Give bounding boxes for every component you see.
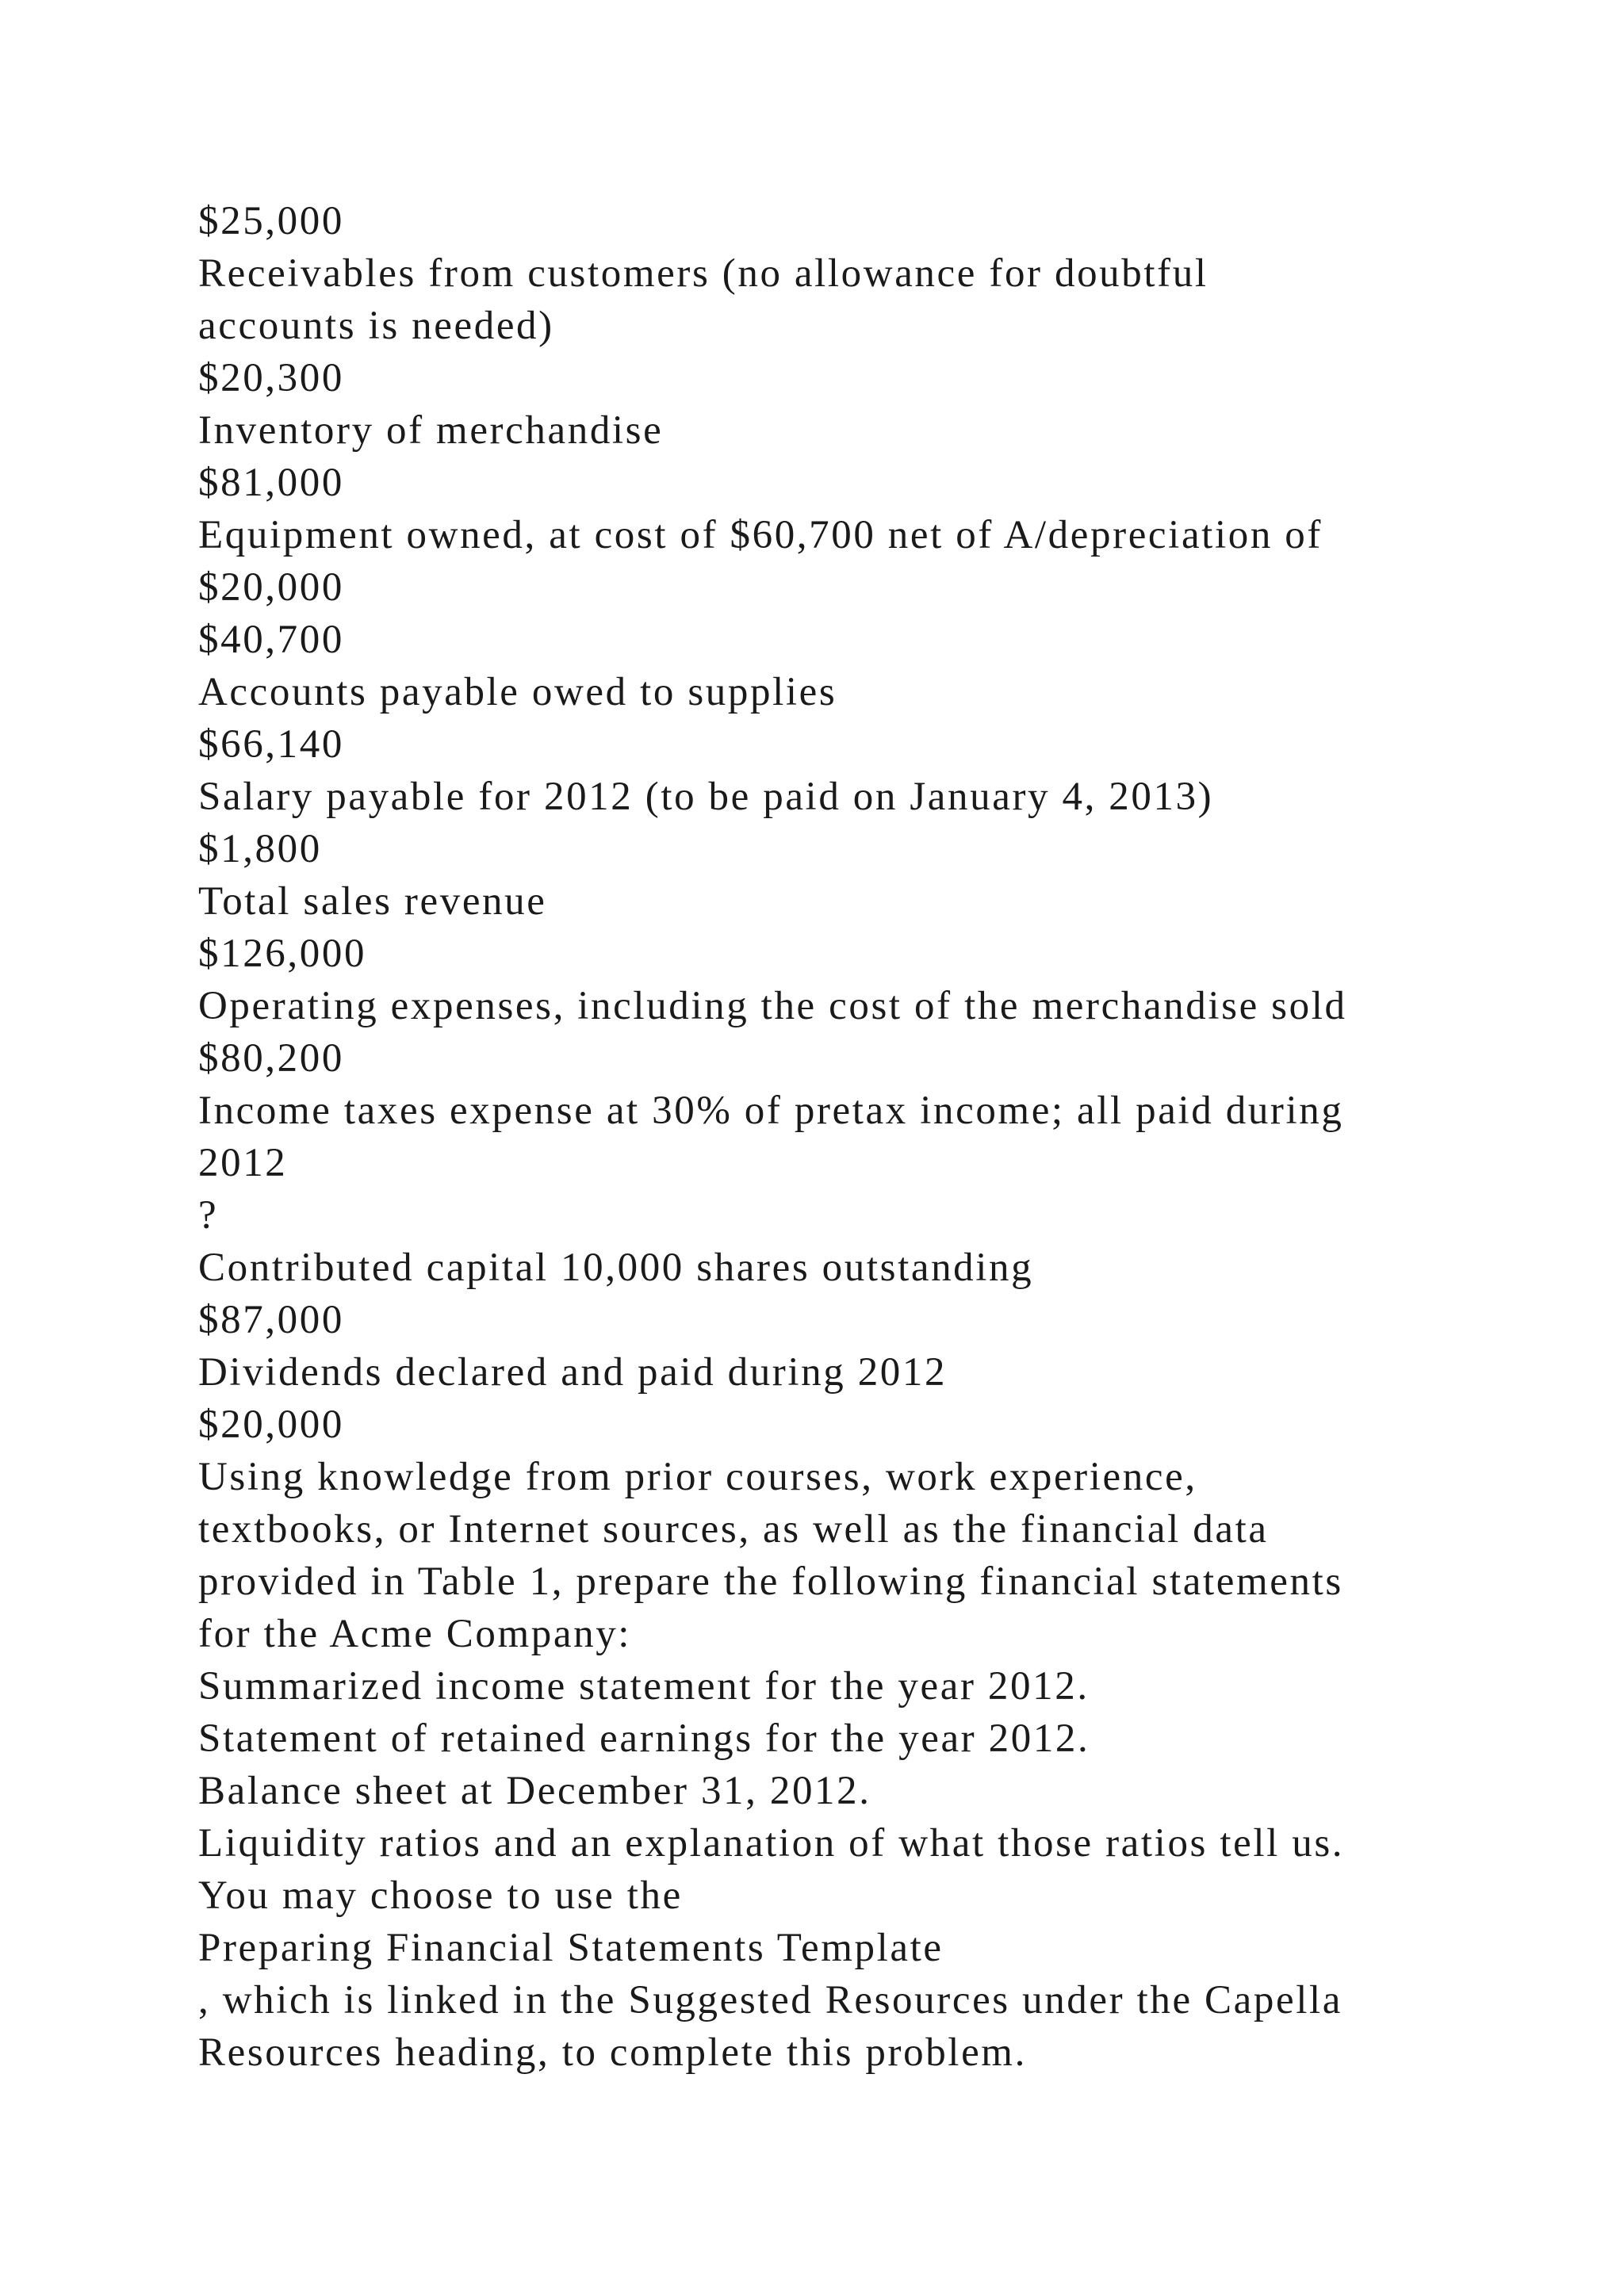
text-line: $87,000 bbox=[198, 1298, 344, 1342]
text-line: Total sales revenue bbox=[198, 879, 547, 924]
text-line: Operating expenses, including the cost of the merchandise sold bbox=[198, 984, 1347, 1028]
text-line: , which is linked in the Suggested Resources under the Capella bbox=[198, 1978, 1342, 2022]
text-line: Accounts payable owed to supplies bbox=[198, 670, 837, 714]
text-line: Equipment owned, at cost of $60,700 net of A/depreciation of bbox=[198, 513, 1323, 557]
text-line: Income taxes expense at 30% of pretax income; all paid during bbox=[198, 1089, 1344, 1133]
text-line: Receivables from customers (no allowance for doubtful bbox=[198, 251, 1208, 296]
text-line: 2012 bbox=[198, 1141, 288, 1185]
text-line: Salary payable for 2012 (to be paid on January 4, 2013) bbox=[198, 775, 1214, 819]
text-line: $126,000 bbox=[198, 932, 367, 976]
text-line: Using knowledge from prior courses, work experience, bbox=[198, 1455, 1197, 1499]
text-line: $81,000 bbox=[198, 461, 344, 505]
text-line: Statement of retained earnings for the year 2012. bbox=[198, 1716, 1090, 1761]
text-line: provided in Table 1, prepare the following financial statements bbox=[198, 1559, 1343, 1604]
text-line: textbooks, or Internet sources, as well as the financial data bbox=[198, 1507, 1269, 1552]
text-line: $40,700 bbox=[198, 618, 344, 662]
text-line: accounts is needed) bbox=[198, 304, 554, 348]
template-link-text: Preparing Financial Statements Template bbox=[198, 1926, 944, 1970]
text-line: for the Acme Company: bbox=[198, 1612, 632, 1656]
text-line: Resources heading, to complete this problem. bbox=[198, 2030, 1027, 2075]
text-line: Balance sheet at December 31, 2012. bbox=[198, 1769, 871, 1813]
text-line: $25,000 bbox=[198, 199, 344, 243]
text-line: $66,140 bbox=[198, 722, 344, 767]
text-line: $20,000 bbox=[198, 565, 344, 610]
document-body bbox=[198, 195, 1610, 2079]
text-line: $20,300 bbox=[198, 356, 344, 400]
text-line: You may choose to use the bbox=[198, 1873, 683, 1918]
text-line: Inventory of merchandise bbox=[198, 408, 664, 453]
text-line: Liquidity ratios and an explanation of what those ratios tell us. bbox=[198, 1821, 1345, 1866]
text-line: $20,000 bbox=[198, 1402, 344, 1447]
text-line: Summarized income statement for the year 2012. bbox=[198, 1664, 1090, 1709]
text-line: Dividends declared and paid during 2012 bbox=[198, 1350, 948, 1395]
text-line: $1,800 bbox=[198, 827, 322, 871]
text-line: Contributed capital 10,000 shares outstanding bbox=[198, 1246, 1034, 1290]
text-line: $80,200 bbox=[198, 1036, 344, 1081]
text-line: ? bbox=[198, 1193, 219, 1238]
